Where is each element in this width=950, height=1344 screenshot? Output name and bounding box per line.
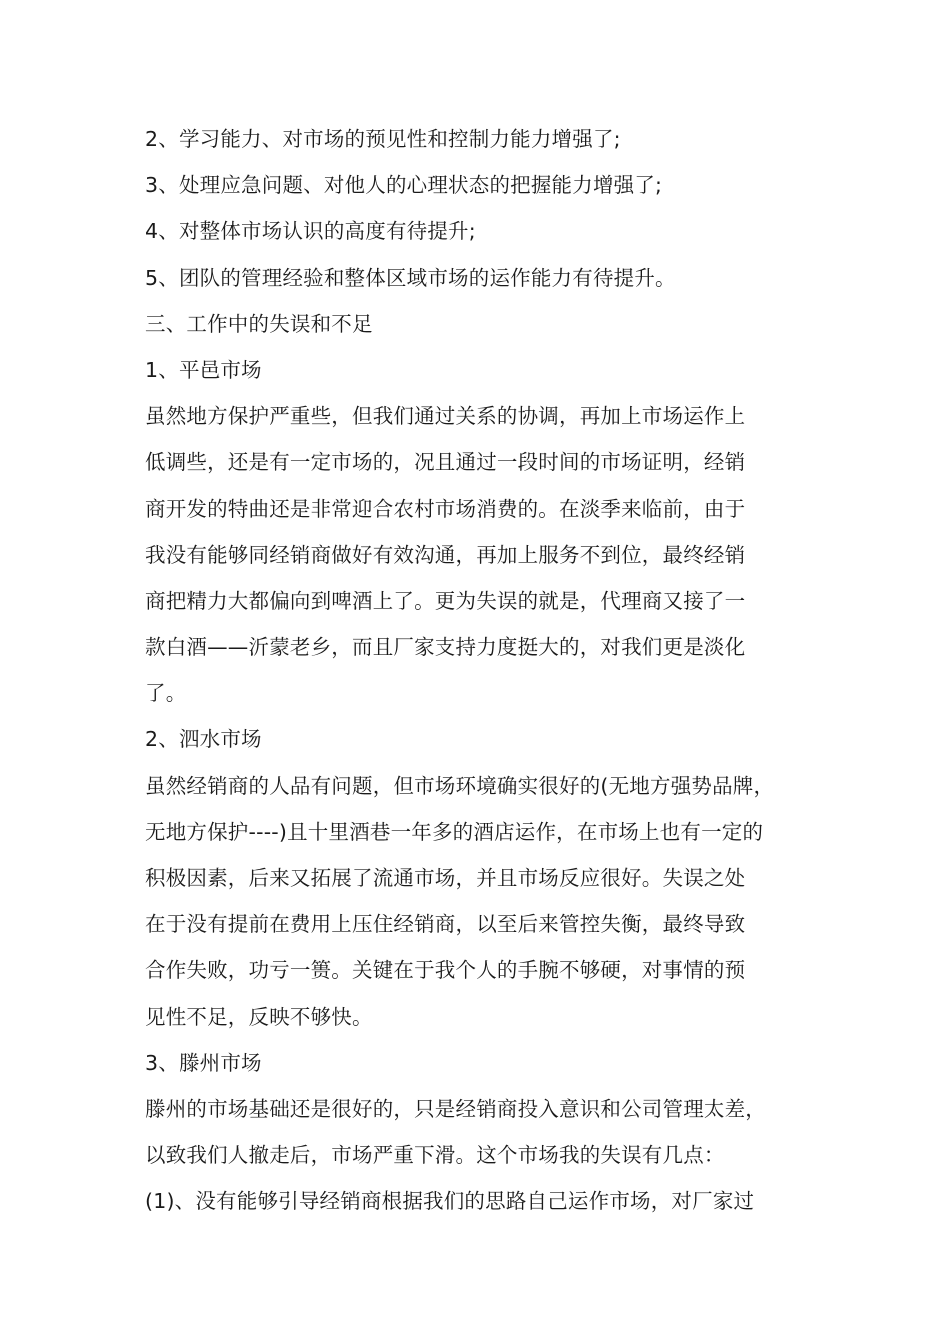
- paragraph-line: 低调些，还是有一定市场的，况且通过一段时间的市场证明，经销: [145, 450, 746, 475]
- paragraph-line: 滕州的市场基础还是很好的，只是经销商投入意识和公司管理太差，: [145, 1096, 766, 1121]
- list-item: 3、处理应急问题、对他人的心理状态的把握能力增强了;: [145, 173, 663, 198]
- paragraph-line: 见性不足，反映不够快。: [145, 1004, 373, 1029]
- list-item: 2、学习能力、对市场的预见性和控制力能力增强了;: [145, 127, 621, 151]
- paragraph-line: 在于没有提前在费用上压住经销商，以至后来管控失衡，最终导致: [145, 912, 746, 937]
- paragraph-line: 无地方保护----)且十里酒巷一年多的酒店运作，在市场上也有一定的: [145, 819, 764, 844]
- paragraph-line: 商开发的特曲还是非常迎合农村市场消费的。在淡季来临前，由于: [145, 496, 746, 521]
- subsection-heading: 2、泗水市场: [145, 727, 262, 752]
- subsection-heading: 3、滕州市场: [145, 1050, 262, 1075]
- section-heading: 三、工作中的失误和不足: [145, 311, 373, 336]
- list-item: 5、团队的管理经验和整体区域市场的运作能力有待提升。: [145, 265, 676, 290]
- list-item: 4、对整体市场认识的高度有待提升;: [145, 219, 476, 244]
- document-body: [145, 116, 815, 1225]
- paragraph-line: 以致我们人撤走后，市场严重下滑。这个市场我的失误有几点：: [145, 1143, 725, 1168]
- paragraph-line: 我没有能够同经销商做好有效沟通，再加上服务不到位，最终经销: [145, 542, 746, 567]
- paragraph-line: 虽然地方保护严重些，但我们通过关系的协调，再加上市场运作上: [145, 404, 746, 429]
- paragraph-line: 了。: [145, 681, 187, 706]
- paragraph-line: 款白酒——沂蒙老乡，而且厂家支持力度挺大的，对我们更是淡化: [145, 635, 746, 660]
- paragraph-line: (1)、没有能够引导经销商根据我们的思路自己运作市场，对厂家过: [145, 1189, 755, 1214]
- subsection-heading: 1、平邑市场: [145, 357, 262, 382]
- paragraph-line: 合作失败，功亏一篑。关键在于我个人的手腕不够硬，对事情的预: [145, 958, 746, 983]
- paragraph-line: 积极因素，后来又拓展了流通市场，并且市场反应很好。失误之处: [145, 866, 746, 890]
- paragraph-line: 商把精力大都偏向到啤酒上了。更为失误的就是，代理商又接了一: [145, 588, 746, 613]
- paragraph-line: 虽然经销商的人品有问题，但市场环境确实很好的(无地方强势品牌，: [145, 773, 775, 798]
